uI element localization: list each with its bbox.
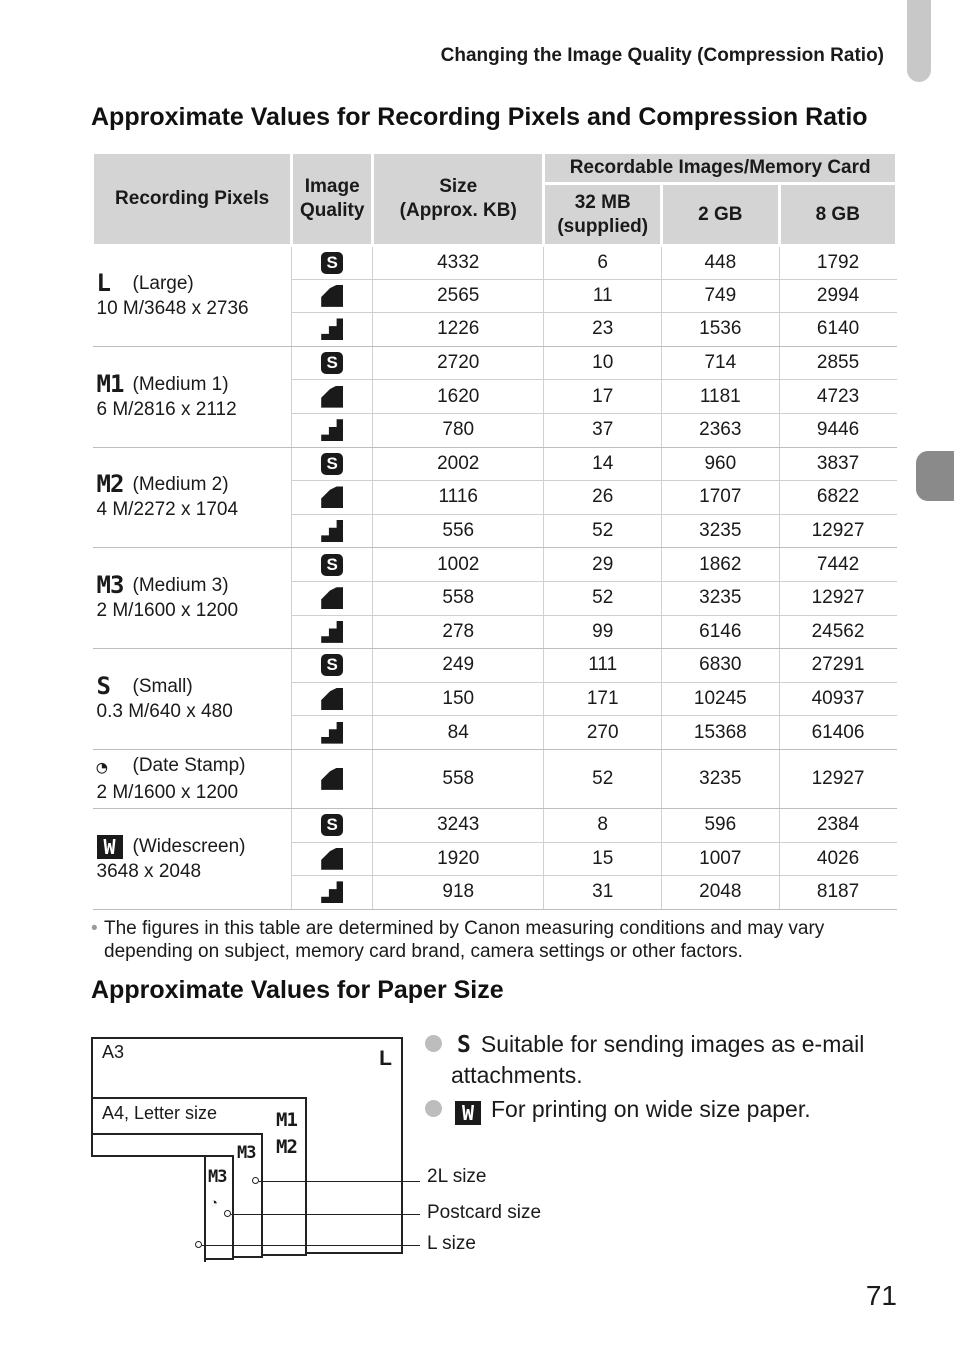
- recording-pixels-cell: [93, 649, 292, 750]
- count-32mb-cell: 99: [544, 615, 662, 649]
- count-32mb-cell: 270: [544, 716, 662, 750]
- paper-size-diagram: [91, 1037, 403, 1254]
- leader-2l: [259, 1181, 420, 1182]
- superfine-quality-icon: S: [321, 654, 343, 676]
- count-8gb-cell: 24562: [779, 615, 896, 649]
- count-32mb-cell: 52: [544, 581, 662, 615]
- size-cell: 1226: [373, 313, 544, 347]
- bullet-icon: [425, 1035, 442, 1052]
- count-8gb-cell: 7442: [779, 548, 896, 582]
- image-quality-cell: [292, 380, 373, 414]
- count-32mb-cell: 15: [544, 842, 662, 876]
- count-8gb-cell: 6140: [779, 313, 896, 347]
- count-32mb-cell: 111: [544, 649, 662, 683]
- size-cell: 1002: [373, 548, 544, 582]
- table-row: [93, 447, 897, 481]
- sym-m3-postcard: M3: [208, 1167, 227, 1187]
- chapter-tab-top: [907, 0, 931, 82]
- size-cell: 4332: [373, 246, 544, 280]
- fine-quality-icon: [321, 848, 343, 870]
- count-32mb-cell: 14: [544, 447, 662, 481]
- size-cell: 249: [373, 649, 544, 683]
- image-quality-cell: [292, 313, 373, 347]
- count-8gb-cell: 40937: [779, 682, 896, 716]
- recording-pixels-desc: (Medium 1): [132, 373, 229, 395]
- table-row: [93, 246, 897, 280]
- recording-pixels-cell: [93, 808, 292, 909]
- dot-2l: [252, 1177, 259, 1184]
- count-2gb-cell: 3235: [662, 581, 779, 615]
- normal-quality-icon: [321, 419, 343, 441]
- count-2gb-cell: 3235: [662, 514, 779, 548]
- count-32mb-cell: 17: [544, 380, 662, 414]
- recording-pixels-symbol: S: [96, 672, 110, 701]
- image-quality-cell: [292, 581, 373, 615]
- count-2gb-cell: 960: [662, 447, 779, 481]
- fine-quality-icon: [321, 768, 343, 790]
- callout-2l: 2L size: [427, 1166, 487, 1187]
- th-recording-pixels: Recording Pixels: [93, 153, 292, 246]
- sym-m1: M1: [276, 1109, 297, 1131]
- count-2gb-cell: 714: [662, 346, 779, 380]
- recording-pixels-resolution: 2 M/1600 x 1200: [96, 781, 239, 803]
- count-32mb-cell: 52: [544, 749, 662, 808]
- image-quality-cell: [292, 246, 373, 280]
- recording-pixels-symbol: M3: [96, 571, 124, 600]
- count-2gb-cell: 6146: [662, 615, 779, 649]
- count-2gb-cell: 6830: [662, 649, 779, 683]
- count-32mb-cell: 23: [544, 313, 662, 347]
- recording-pixels-symbol: M2: [96, 470, 124, 499]
- count-8gb-cell: 9446: [779, 413, 896, 447]
- count-32mb-cell: 37: [544, 413, 662, 447]
- count-2gb-cell: 749: [662, 279, 779, 313]
- image-quality-cell: [292, 548, 373, 582]
- recording-pixels-cell: [93, 548, 292, 649]
- count-2gb-cell: 15368: [662, 716, 779, 750]
- sym-m2: M2: [276, 1136, 297, 1158]
- superfine-quality-icon: S: [321, 554, 343, 576]
- count-2gb-cell: 1536: [662, 313, 779, 347]
- fine-quality-icon: [321, 386, 343, 408]
- th-recordable: Recordable Images/Memory Card: [544, 153, 897, 184]
- image-quality-cell: [292, 876, 373, 910]
- count-8gb-cell: 2994: [779, 279, 896, 313]
- count-8gb-cell: 4723: [779, 380, 896, 414]
- count-2gb-cell: 1181: [662, 380, 779, 414]
- callout-l: L size: [427, 1233, 476, 1254]
- count-2gb-cell: 596: [662, 808, 779, 842]
- image-quality-cell: [292, 615, 373, 649]
- table-row: [93, 749, 897, 808]
- image-quality-cell: [292, 682, 373, 716]
- count-32mb-cell: 26: [544, 481, 662, 515]
- th-8gb: 8 GB: [779, 184, 896, 246]
- section-title-recording: Approximate Values for Recording Pixels and Compression Ratio: [91, 103, 868, 131]
- recording-pixels-desc: (Medium 3): [132, 575, 229, 597]
- superfine-quality-icon: S: [321, 352, 343, 374]
- count-8gb-cell: 12927: [779, 749, 896, 808]
- image-quality-cell: [292, 749, 373, 808]
- recording-table: [91, 151, 898, 910]
- count-8gb-cell: 8187: [779, 876, 896, 910]
- recording-pixels-desc: (Widescreen): [132, 835, 246, 857]
- count-8gb-cell: 2855: [779, 346, 896, 380]
- size-cell: 780: [373, 413, 544, 447]
- table-row: [93, 649, 897, 683]
- size-cell: 1116: [373, 481, 544, 515]
- superfine-quality-icon: S: [321, 252, 343, 274]
- recording-pixels-symbol: M1: [96, 369, 124, 398]
- table-body: [93, 246, 897, 910]
- count-8gb-cell: 27291: [779, 649, 896, 683]
- size-cell: 150: [373, 682, 544, 716]
- count-2gb-cell: 10245: [662, 682, 779, 716]
- size-cell: 556: [373, 514, 544, 548]
- image-quality-cell: [292, 481, 373, 515]
- count-32mb-cell: 8: [544, 808, 662, 842]
- th-image-quality: Image Quality: [292, 153, 373, 246]
- normal-quality-icon: [321, 881, 343, 903]
- count-32mb-cell: 11: [544, 279, 662, 313]
- image-quality-cell: [292, 279, 373, 313]
- superfine-quality-icon: S: [321, 814, 343, 836]
- recording-pixels-cell: [93, 346, 292, 447]
- recording-pixels-desc: (Medium 2): [132, 474, 229, 496]
- table-note: • The figures in this table are determined by Canon measuring conditions and may vary depending on subject, memory card brand, camera settings or other factors.: [91, 918, 825, 962]
- th-2gb: 2 GB: [662, 184, 779, 246]
- size-cell: 1920: [373, 842, 544, 876]
- bullet-icon: [425, 1100, 442, 1117]
- count-32mb-cell: 31: [544, 876, 662, 910]
- count-2gb-cell: 1707: [662, 481, 779, 515]
- table-row: [93, 808, 897, 842]
- widescreen-icon: W: [455, 1101, 481, 1125]
- count-32mb-cell: 29: [544, 548, 662, 582]
- callout-postcard: Postcard size: [427, 1202, 542, 1223]
- sym-m3-2l: M3: [237, 1143, 256, 1163]
- count-2gb-cell: 1862: [662, 548, 779, 582]
- count-32mb-cell: 6: [544, 246, 662, 280]
- recording-pixels-symbol: L: [96, 269, 110, 298]
- dot-l: [195, 1241, 202, 1248]
- label-a4: A4, Letter size: [102, 1103, 218, 1123]
- label-a3: A3: [102, 1042, 125, 1062]
- fine-quality-icon: [321, 486, 343, 508]
- leader-l: [202, 1245, 420, 1246]
- image-quality-cell: [292, 514, 373, 548]
- count-8gb-cell: 6822: [779, 481, 896, 515]
- image-quality-cell: [292, 413, 373, 447]
- count-32mb-cell: 10: [544, 346, 662, 380]
- size-cell: 84: [373, 716, 544, 750]
- date-stamp-icon: ◔: [96, 756, 108, 778]
- th-size: Size (Approx. KB): [373, 153, 544, 246]
- page-number: 71: [865, 1280, 897, 1311]
- dot-postcard: [224, 1210, 231, 1217]
- count-2gb-cell: 3235: [662, 749, 779, 808]
- size-cell: 1620: [373, 380, 544, 414]
- count-8gb-cell: 61406: [779, 716, 896, 750]
- running-head: Changing the Image Quality (Compression Ratio): [440, 45, 884, 66]
- leader-postcard: [231, 1214, 420, 1215]
- image-quality-cell: [292, 649, 373, 683]
- normal-quality-icon: [321, 520, 343, 542]
- count-8gb-cell: 12927: [779, 514, 896, 548]
- bullet-list: [425, 1029, 905, 1129]
- count-32mb-cell: 171: [544, 682, 662, 716]
- note-bullet-icon: •: [91, 918, 98, 939]
- sym-l: L: [379, 1047, 391, 1070]
- recording-pixels-cell: [93, 246, 292, 347]
- recording-pixels-desc: (Small): [132, 676, 193, 698]
- count-2gb-cell: 448: [662, 246, 779, 280]
- normal-quality-icon: [321, 621, 343, 643]
- table-row: [93, 346, 897, 380]
- size-cell: 918: [373, 876, 544, 910]
- size-cell: 558: [373, 749, 544, 808]
- image-quality-cell: [292, 842, 373, 876]
- recording-pixels-resolution: 3648 x 2048: [96, 860, 202, 882]
- size-cell: 558: [373, 581, 544, 615]
- section-title-paper: Approximate Values for Paper Size: [91, 976, 504, 1004]
- count-8gb-cell: 2384: [779, 808, 896, 842]
- box-a4: [91, 1097, 307, 1256]
- recording-pixels-resolution: 6 M/2816 x 2112: [96, 398, 237, 420]
- count-32mb-cell: 52: [544, 514, 662, 548]
- widescreen-icon: W: [97, 835, 123, 859]
- date-stamp-icon-small: ◔: [210, 1195, 218, 1210]
- bullet-wide: W For printing on wide size paper.: [425, 1094, 905, 1125]
- fine-quality-icon: [321, 688, 343, 710]
- recording-pixels-resolution: 2 M/1600 x 1200: [96, 600, 239, 622]
- image-quality-cell: [292, 346, 373, 380]
- count-8gb-cell: 4026: [779, 842, 896, 876]
- box-l: [91, 1157, 206, 1262]
- recording-pixels-resolution: 4 M/2272 x 1704: [96, 499, 239, 521]
- size-cell: 3243: [373, 808, 544, 842]
- image-quality-cell: [292, 447, 373, 481]
- fine-quality-icon: [321, 285, 343, 307]
- recording-pixels-cell: [93, 749, 292, 808]
- small-size-icon: S: [457, 1032, 471, 1058]
- size-cell: 278: [373, 615, 544, 649]
- image-quality-cell: [292, 808, 373, 842]
- count-8gb-cell: 1792: [779, 246, 896, 280]
- box-2l: [91, 1133, 263, 1258]
- recording-pixels-cell: [93, 447, 292, 548]
- fine-quality-icon: [321, 587, 343, 609]
- count-2gb-cell: 2363: [662, 413, 779, 447]
- superfine-quality-icon: S: [321, 453, 343, 475]
- bullet-small: S Suitable for sending images as e-mail attachments.: [425, 1029, 905, 1090]
- size-cell: 2565: [373, 279, 544, 313]
- image-quality-cell: [292, 716, 373, 750]
- normal-quality-icon: [321, 722, 343, 744]
- size-cell: 2720: [373, 346, 544, 380]
- count-8gb-cell: 12927: [779, 581, 896, 615]
- recording-pixels-desc: (Date Stamp): [132, 754, 246, 776]
- recording-pixels-resolution: 0.3 M/640 x 480: [96, 701, 233, 723]
- table-row: [93, 548, 897, 582]
- normal-quality-icon: [321, 318, 343, 340]
- count-8gb-cell: 3837: [779, 447, 896, 481]
- count-2gb-cell: 1007: [662, 842, 779, 876]
- th-32mb: 32 MB (supplied): [544, 184, 662, 246]
- recording-pixels-desc: (Large): [132, 273, 194, 295]
- count-2gb-cell: 2048: [662, 876, 779, 910]
- chapter-tab-side: [916, 451, 954, 501]
- size-cell: 2002: [373, 447, 544, 481]
- recording-pixels-resolution: 10 M/3648 x 2736: [96, 298, 249, 320]
